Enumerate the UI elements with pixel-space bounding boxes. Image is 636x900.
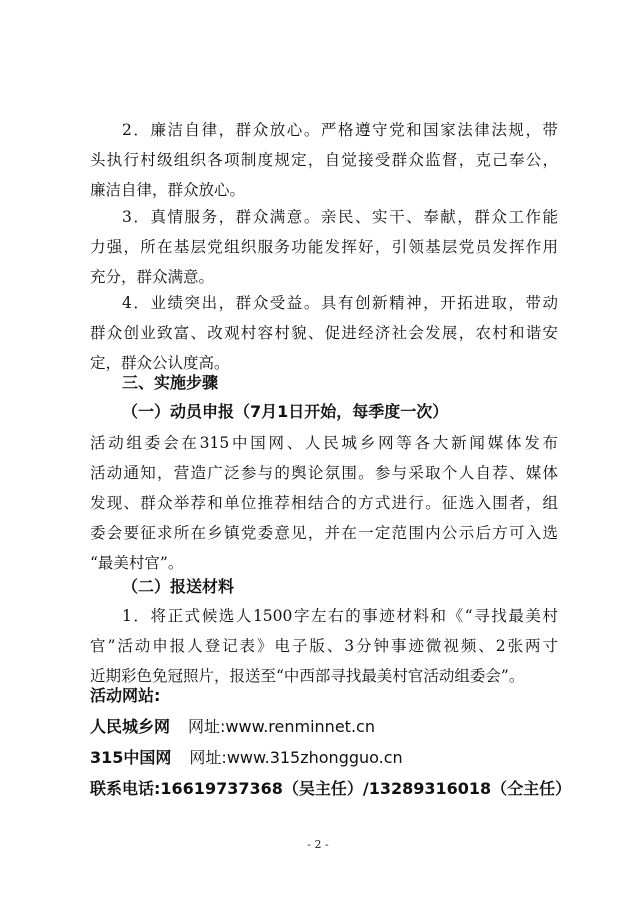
section-3-heading <box>90 368 558 398</box>
step-1-title-block <box>90 397 558 427</box>
item4-line-3: 定，群众公认度高。 <box>90 354 230 372</box>
phone-label: 联系电话: <box>90 779 161 798</box>
item2-line-2: 头执行村级组织各项制度规定，自觉接受群众监督，克己奉公， <box>90 151 558 169</box>
step-2-title-block <box>90 572 558 602</box>
site-row-2 <box>90 742 558 773</box>
phone-row <box>90 773 572 804</box>
requirement-item-3 <box>90 202 558 292</box>
item2-line-1: 2．廉洁自律，群众放心。严格遵守党和国家法律法规，带 <box>122 121 558 139</box>
website-title: 活动网站: <box>90 686 161 705</box>
page-number: - 2 - <box>307 838 329 851</box>
step2-line-1: 1．将正式候选人1500字左右的事迹材料和《“寻找最美村 <box>122 607 558 625</box>
site-label-1: 网址: <box>188 717 226 736</box>
step-2-title: （二）报送材料 <box>122 577 235 596</box>
item4-line-1: 4．业绩突出，群众受益。具有创新精神，开拓进取，带动 <box>122 294 558 312</box>
site-url-2[interactable]: www.315zhongguo.cn <box>226 748 403 767</box>
step1-line-5: “最美村官”。 <box>90 554 184 572</box>
item2-line-3: 廉洁自律，群众放心。 <box>90 181 246 199</box>
section-3-title: 三、实施步骤 <box>122 373 219 392</box>
item3-line-1: 3．真情服务，群众满意。亲民、实干、奉献，群众工作能 <box>122 208 558 226</box>
requirement-item-2 <box>90 115 558 205</box>
website-section <box>90 680 572 804</box>
site-url-1[interactable]: www.renminnet.cn <box>225 717 375 736</box>
step1-line-3: 发现、群众举荐和单位推荐相结合的方式进行。征选入围者，组 <box>90 494 558 512</box>
item3-line-3: 充分，群众满意。 <box>90 268 215 286</box>
requirement-item-4 <box>90 288 558 378</box>
step1-line-4: 委会要征求所在乡镇党委意见，并在一定范围内公示后方可入选 <box>90 524 558 542</box>
site-row-1 <box>90 711 558 742</box>
step-1-title: （一）动员申报（7月1日开始，每季度一次） <box>122 402 449 421</box>
step1-line-1: 活动组委会在315中国网、人民城乡网等各大新闻媒体发布 <box>90 434 558 452</box>
site-name-1: 人民城乡网 <box>90 717 171 736</box>
phone-value: 16619737368（吴主任）/13289316018（仝主任） <box>160 779 572 798</box>
item4-line-2: 群众创业致富、改观村容村貌、促进经济社会发展，农村和谐安 <box>90 324 558 342</box>
step2-line-2: 官”活动申报人登记表》电子版、3分钟事迹微视频、2张两寸 <box>90 637 558 655</box>
step-1-body <box>90 428 558 578</box>
step1-line-2: 活动通知，营造广泛参与的舆论氛围。参与采取个人自荐、媒体 <box>90 464 558 482</box>
step-2-body <box>90 601 558 691</box>
site-name-2: 315中国网 <box>90 748 172 767</box>
site-label-2: 网址: <box>189 748 227 767</box>
step2-line-3: 近期彩色免冠照片，报送至“中西部寻找最美村官活动组委会”。 <box>90 667 525 685</box>
item3-line-2: 力强，所在基层党组织服务功能发挥好，引领基层党员发挥作用 <box>90 238 558 256</box>
